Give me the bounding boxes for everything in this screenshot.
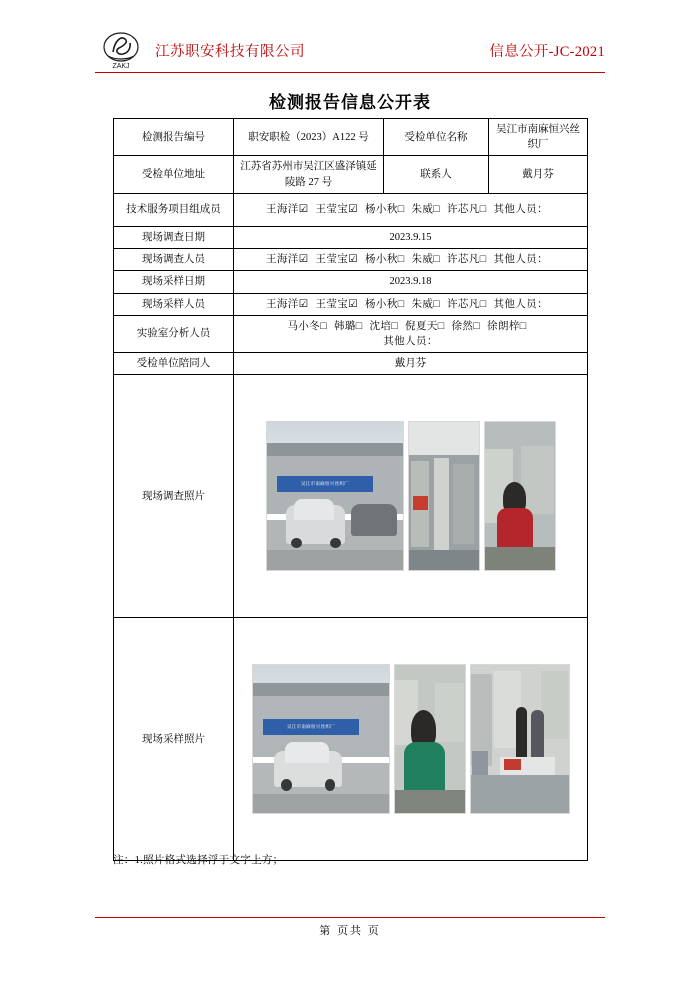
survey-staff-names — [234, 249, 588, 271]
page-title: 检测报告信息公开表 — [269, 93, 431, 112]
page-number-footer: 第 页共 页 — [319, 925, 381, 937]
staff-name: 王海洋☑ — [266, 254, 309, 266]
report-number-label: 检测报告编号 — [114, 119, 234, 156]
table-row — [114, 193, 588, 226]
photo-banner-text: 吴江市南麻恒兴丝织厂 — [263, 719, 358, 735]
staff-name: 许芯凡□ — [447, 298, 487, 310]
table-row — [114, 315, 588, 352]
table-row-sampling-photos — [114, 618, 588, 861]
staff-name: 杨小秋□ — [365, 204, 405, 216]
staff-name: 朱威□ — [411, 204, 441, 216]
sampling-photos-cell — [234, 618, 588, 861]
staff-name: 王莹宝☑ — [315, 254, 359, 266]
accompany-label: 受检单位陪同人 — [114, 353, 234, 375]
survey-date-label: 现场调查日期 — [114, 226, 234, 248]
document-header — [95, 28, 605, 72]
staff-name: 马小冬□ — [287, 320, 327, 332]
sampling-photo-strip — [238, 664, 583, 814]
staff-name: 沈培□ — [369, 320, 399, 332]
survey-date-value: 2023.9.15 — [234, 226, 588, 248]
table-row — [114, 249, 588, 271]
table-row — [114, 271, 588, 293]
lab-staff-label: 实验室分析人员 — [114, 315, 234, 352]
table-row — [114, 226, 588, 248]
survey-photos-cell — [234, 375, 588, 618]
accompany-value: 戴月芬 — [234, 353, 588, 375]
staff-name: 韩璐□ — [333, 320, 363, 332]
footer-divider — [95, 917, 605, 918]
report-info-table — [113, 118, 588, 861]
staff-name: 朱威□ — [411, 254, 441, 266]
staff-name: 倪夏天□ — [405, 320, 445, 332]
footnote: 注：1.照片格式选择浮于文字上方； — [113, 855, 284, 866]
staff-name: 朱威□ — [411, 298, 441, 310]
photo-factory-entrance-sampling — [252, 664, 390, 814]
photo-worker-survey — [484, 421, 556, 571]
staff-name: 其他人员： — [493, 254, 548, 266]
sampling-date-value: 2023.9.18 — [234, 271, 588, 293]
header-left-group — [95, 30, 305, 70]
sampling-staff-label: 现场采样人员 — [114, 293, 234, 315]
staff-name: 其他人员： — [493, 298, 548, 310]
unit-address-label: 受检单位地址 — [114, 156, 234, 193]
lab-staff-other: 其他人员： — [383, 335, 438, 347]
company-name: 江苏职安科技有限公司 — [155, 43, 305, 60]
table-row — [114, 353, 588, 375]
photo-factory-entrance — [266, 421, 404, 571]
staff-name: 王莹宝☑ — [315, 298, 359, 310]
staff-name: 杨小秋□ — [365, 298, 405, 310]
tech-team-names — [234, 193, 588, 226]
sampling-photos-label: 现场采样照片 — [114, 618, 234, 861]
unit-address-value: 江苏省苏州市吴江区盛泽镇延陵路 27 号 — [234, 156, 384, 193]
staff-name: 许芯凡□ — [447, 254, 487, 266]
staff-name: 许芯凡□ — [447, 204, 487, 216]
staff-name: 王海洋☑ — [266, 298, 309, 310]
staff-name: 其他人员： — [493, 204, 548, 216]
staff-name: 杨小秋□ — [365, 254, 405, 266]
table-row — [114, 156, 588, 193]
staff-name: 王莹宝☑ — [315, 204, 359, 216]
photo-banner-text: 吴江市南麻恒兴丝织厂 — [277, 476, 372, 492]
photo-sampling-operator — [394, 664, 466, 814]
svg-text:ZAKJ: ZAKJ — [112, 63, 130, 70]
report-number-value: 职安职检（2023）A122 号 — [234, 119, 384, 156]
document-code: 信息公开-JC-2021 — [489, 43, 605, 60]
photo-workshop-machine — [408, 421, 480, 571]
staff-name: 王海洋☑ — [266, 204, 309, 216]
sampling-staff-names — [234, 293, 588, 315]
survey-photo-strip — [238, 421, 583, 571]
contact-value: 戴月芬 — [489, 156, 588, 193]
photo-indoor-sampling — [470, 664, 570, 814]
staff-name: 徐朗梓□ — [487, 320, 527, 332]
unit-name-value: 吴江市南麻恒兴丝织厂 — [489, 119, 588, 156]
tech-team-label: 技术服务项目组成员 — [114, 193, 234, 226]
staff-name: 徐然□ — [451, 320, 481, 332]
contact-label: 联系人 — [384, 156, 489, 193]
lab-staff-line-1 — [238, 319, 583, 334]
sampling-date-label: 现场采样日期 — [114, 271, 234, 293]
table-row — [114, 293, 588, 315]
header-divider — [95, 72, 605, 73]
survey-photos-label: 现场调查照片 — [114, 375, 234, 618]
company-logo-icon — [95, 30, 147, 70]
lab-staff-names — [234, 315, 588, 352]
table-row-survey-photos — [114, 375, 588, 618]
unit-name-label: 受检单位名称 — [384, 119, 489, 156]
table-row — [114, 119, 588, 156]
survey-staff-label: 现场调查人员 — [114, 249, 234, 271]
